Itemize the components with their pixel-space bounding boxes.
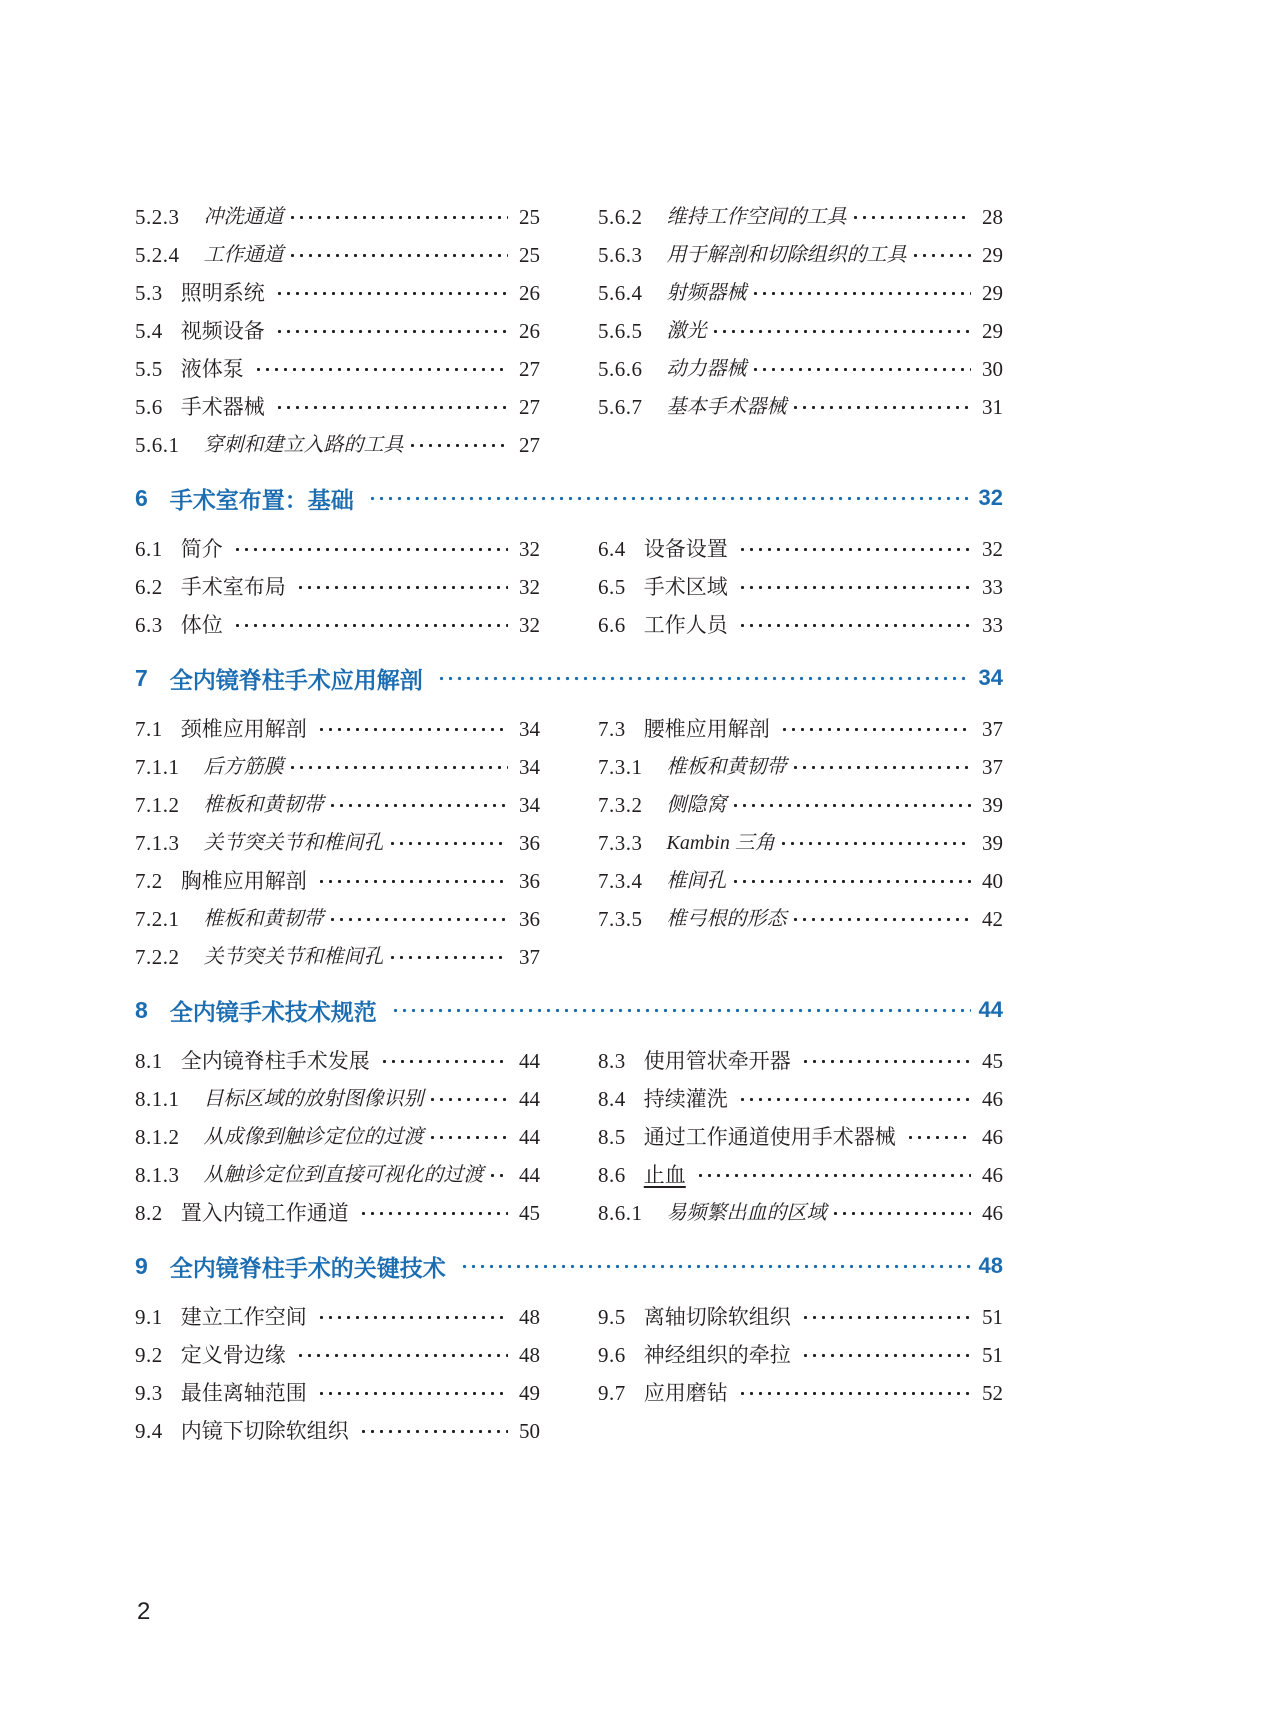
entry-page-number: 46 — [982, 1086, 1003, 1111]
dot-leader — [731, 862, 972, 900]
entry-page-number: 32 — [519, 574, 540, 599]
toc-column-right — [598, 1042, 1003, 1232]
entry-number: 5.2.3 — [135, 204, 180, 229]
section-number: 8 — [135, 996, 148, 1023]
entry-page-number: 39 — [982, 830, 1003, 855]
section-page-number: 34 — [978, 665, 1003, 690]
entry-page-number: 33 — [982, 574, 1003, 599]
section-number: 9 — [135, 1252, 148, 1279]
toc-column-right — [598, 530, 1003, 644]
toc-entry — [598, 1118, 1003, 1156]
entry-page-number: 34 — [519, 716, 540, 741]
entry-title: 止血 — [643, 1162, 686, 1187]
entry-title: 侧隐窝 — [666, 794, 727, 816]
toc-entry — [598, 1194, 1003, 1232]
entry-title: 激光 — [666, 320, 707, 342]
toc-entry — [135, 1374, 540, 1412]
entry-page-number: 31 — [982, 394, 1003, 419]
entry-number: 8.6 — [598, 1162, 626, 1187]
entry-page-number: 52 — [982, 1380, 1003, 1405]
toc-entry — [598, 862, 1003, 900]
entry-number: 8.1 — [135, 1048, 163, 1073]
entry-title: 椎弓根的形态 — [666, 908, 787, 930]
entry-page-number: 51 — [982, 1342, 1003, 1367]
entry-title: 最佳离轴范围 — [180, 1380, 307, 1405]
entry-page-number: 40 — [982, 868, 1003, 893]
entry-number: 8.1.1 — [135, 1086, 180, 1111]
section-page-number: 32 — [978, 485, 1003, 510]
entry-title: 胸椎应用解剖 — [180, 868, 307, 893]
toc-column-left — [135, 710, 540, 976]
toc-entry — [135, 1336, 540, 1374]
entry-page-number: 46 — [982, 1200, 1003, 1225]
section-heading — [135, 990, 1003, 1030]
toc-entry — [135, 1118, 540, 1156]
entry-page-number: 33 — [982, 612, 1003, 637]
entry-title: 全内镜脊柱手术发展 — [180, 1048, 370, 1073]
entry-page-number: 29 — [982, 242, 1003, 267]
entry-number: 9.2 — [135, 1342, 163, 1367]
entry-title: 目标区域的放射图像识别 — [203, 1088, 424, 1110]
toc-entry — [598, 312, 1003, 350]
entry-number: 7.1.3 — [135, 830, 180, 855]
entry-number: 8.5 — [598, 1124, 626, 1149]
toc-column-right — [598, 1298, 1003, 1412]
dot-leader — [233, 606, 508, 644]
entry-number: 5.5 — [135, 356, 163, 381]
entry-number: 5.6.1 — [135, 432, 180, 457]
entry-page-number: 45 — [519, 1200, 540, 1225]
entry-page-number: 32 — [519, 536, 540, 561]
toc-entry — [598, 1336, 1003, 1374]
entry-title: 基本手术器械 — [666, 396, 787, 418]
entry-number: 8.3 — [598, 1048, 626, 1073]
entry-page-number: 34 — [519, 754, 540, 779]
entry-page-number: 32 — [982, 536, 1003, 561]
entry-number: 5.6.2 — [598, 204, 643, 229]
entry-number: 6.6 — [598, 612, 626, 637]
entry-number: 5.6.5 — [598, 318, 643, 343]
entry-page-number: 44 — [519, 1086, 540, 1111]
toc-entry — [598, 710, 1003, 748]
toc-content — [135, 198, 1003, 1450]
toc-entry — [598, 824, 1003, 862]
toc-columns — [135, 1298, 1003, 1450]
toc-entry — [135, 274, 540, 312]
toc-entry — [598, 1080, 1003, 1118]
toc-entry — [135, 530, 540, 568]
toc-entry — [598, 1042, 1003, 1080]
entry-number: 5.6.6 — [598, 356, 643, 381]
entry-title: 液体泵 — [180, 356, 244, 381]
entry-number: 9.3 — [135, 1380, 163, 1405]
entry-number: 7.1 — [135, 716, 163, 741]
section-heading — [135, 658, 1003, 698]
entry-number: 5.6.3 — [598, 242, 643, 267]
entry-page-number: 37 — [982, 754, 1003, 779]
entry-title: 设备设置 — [643, 536, 728, 561]
toc-entry — [135, 938, 540, 976]
entry-title: 通过工作通道使用手术器械 — [643, 1124, 896, 1149]
entry-number: 7.1.1 — [135, 754, 180, 779]
entry-page-number: 39 — [982, 792, 1003, 817]
section-heading — [135, 1246, 1003, 1286]
toc-entry — [135, 426, 540, 464]
entry-title: 后方筋膜 — [203, 756, 284, 778]
entry-number: 5.6 — [135, 394, 163, 419]
toc-entry — [598, 1298, 1003, 1336]
dot-leader — [254, 350, 508, 388]
toc-column-right — [598, 710, 1003, 938]
entry-number: 9.6 — [598, 1342, 626, 1367]
dot-leader — [328, 900, 509, 938]
dot-leader — [738, 530, 971, 568]
toc-entry — [135, 1080, 540, 1118]
dot-leader — [731, 786, 972, 824]
entry-title: 维持工作空间的工具 — [666, 206, 847, 228]
entry-title: 照明系统 — [180, 280, 265, 305]
dot-leader — [791, 900, 972, 938]
toc-column-left — [135, 530, 540, 644]
dot-leader — [791, 388, 972, 426]
entry-title: 视频设备 — [180, 318, 265, 343]
toc-entry — [598, 1156, 1003, 1194]
entry-number: 9.5 — [598, 1304, 626, 1329]
entry-page-number: 27 — [519, 394, 540, 419]
toc-entry — [598, 350, 1003, 388]
dot-leader — [801, 1042, 971, 1080]
entry-title: 用于解剖和切除组织的工具 — [666, 244, 907, 266]
dot-leader — [791, 748, 972, 786]
dot-leader — [359, 1194, 508, 1232]
dot-leader — [388, 938, 509, 976]
entry-number: 9.1 — [135, 1304, 163, 1329]
entry-title: Kambin 三角 — [666, 832, 775, 854]
toc-entry — [598, 198, 1003, 236]
toc-column-left — [135, 198, 540, 464]
entry-title: 颈椎应用解剖 — [180, 716, 307, 741]
toc-entry — [135, 388, 540, 426]
toc-entry — [135, 786, 540, 824]
dot-leader — [780, 710, 971, 748]
section-page-number: 44 — [978, 997, 1003, 1022]
entry-number: 8.1.3 — [135, 1162, 180, 1187]
entry-number: 7.2.1 — [135, 906, 180, 931]
dot-leader — [801, 1298, 971, 1336]
entry-page-number: 27 — [519, 356, 540, 381]
dot-leader — [288, 198, 509, 236]
entry-page-number: 36 — [519, 906, 540, 931]
entry-title: 手术区域 — [643, 574, 728, 599]
entry-page-number: 36 — [519, 868, 540, 893]
entry-page-number: 44 — [519, 1048, 540, 1073]
entry-title: 椎板和黄韧带 — [666, 756, 787, 778]
entry-page-number: 25 — [519, 204, 540, 229]
toc-entry — [135, 900, 540, 938]
dot-leader — [437, 659, 971, 697]
dot-leader — [801, 1336, 971, 1374]
entry-page-number: 26 — [519, 318, 540, 343]
dot-leader — [288, 236, 509, 274]
section-title: 全内镜手术技术规范 — [169, 998, 377, 1025]
entry-title: 工作通道 — [203, 244, 284, 266]
dot-leader — [751, 350, 972, 388]
entry-number: 8.4 — [598, 1086, 626, 1111]
entry-title: 易频繁出血的区域 — [666, 1202, 827, 1224]
entry-title: 神经组织的牵拉 — [643, 1342, 791, 1367]
dot-leader — [738, 1374, 971, 1412]
dot-leader — [288, 748, 509, 786]
entry-title: 手术室布局 — [180, 574, 286, 599]
entry-page-number: 46 — [982, 1162, 1003, 1187]
entry-page-number: 25 — [519, 242, 540, 267]
entry-number: 6.2 — [135, 574, 163, 599]
toc-columns — [135, 1042, 1003, 1232]
entry-title: 射频器械 — [666, 282, 747, 304]
toc-entry — [135, 1194, 540, 1232]
dot-leader — [380, 1042, 508, 1080]
dot-leader — [428, 1080, 509, 1118]
dot-leader — [696, 1156, 971, 1194]
entry-page-number: 37 — [519, 944, 540, 969]
entry-number: 6.4 — [598, 536, 626, 561]
entry-title: 体位 — [180, 612, 223, 637]
toc-entry — [135, 710, 540, 748]
section-number: 7 — [135, 664, 148, 691]
dot-leader — [779, 824, 971, 862]
dot-leader — [275, 274, 508, 312]
entry-title: 应用磨钻 — [643, 1380, 728, 1405]
entry-page-number: 37 — [982, 716, 1003, 741]
toc-entry — [598, 900, 1003, 938]
entry-number: 7.3.3 — [598, 830, 643, 855]
dot-leader — [460, 1247, 971, 1285]
entry-page-number: 46 — [982, 1124, 1003, 1149]
toc-entry — [598, 388, 1003, 426]
dot-leader — [751, 274, 972, 312]
entry-title: 简介 — [180, 536, 223, 561]
entry-number: 5.4 — [135, 318, 163, 343]
entry-title: 置入内镜工作通道 — [180, 1200, 349, 1225]
entry-page-number: 34 — [519, 792, 540, 817]
dot-leader — [359, 1412, 508, 1450]
entry-title: 离轴切除软组织 — [643, 1304, 791, 1329]
entry-title: 建立工作空间 — [180, 1304, 307, 1329]
dot-leader — [851, 198, 972, 236]
toc-entry — [135, 1156, 540, 1194]
toc-entry — [598, 274, 1003, 312]
dot-leader — [275, 312, 508, 350]
entry-page-number: 44 — [519, 1162, 540, 1187]
entry-page-number: 49 — [519, 1380, 540, 1405]
entry-page-number: 45 — [982, 1048, 1003, 1073]
toc-columns — [135, 710, 1003, 976]
entry-page-number: 50 — [519, 1418, 540, 1443]
entry-number: 7.3 — [598, 716, 626, 741]
entry-number: 5.3 — [135, 280, 163, 305]
dot-leader — [428, 1118, 509, 1156]
entry-title: 使用管状牵开器 — [643, 1048, 791, 1073]
entry-page-number: 26 — [519, 280, 540, 305]
toc-column-left — [135, 1042, 540, 1232]
entry-title: 椎间孔 — [666, 870, 727, 892]
toc-column-right — [598, 198, 1003, 426]
toc-entry — [598, 786, 1003, 824]
toc-entry — [135, 568, 540, 606]
toc-entry — [598, 748, 1003, 786]
toc-entry — [598, 606, 1003, 644]
entry-page-number: 27 — [519, 432, 540, 457]
entry-page-number: 48 — [519, 1304, 540, 1329]
entry-number: 9.7 — [598, 1380, 626, 1405]
dot-leader — [738, 606, 971, 644]
dot-leader — [408, 426, 509, 464]
entry-title: 动力器械 — [666, 358, 747, 380]
dot-leader — [296, 1336, 508, 1374]
dot-leader — [233, 530, 508, 568]
toc-entry — [135, 198, 540, 236]
entry-number: 7.3.4 — [598, 868, 643, 893]
dot-leader — [328, 786, 509, 824]
entry-title: 手术器械 — [180, 394, 265, 419]
toc-entry — [598, 1374, 1003, 1412]
toc-column-left — [135, 1298, 540, 1450]
entry-page-number: 42 — [982, 906, 1003, 931]
entry-title: 持续灌洗 — [643, 1086, 728, 1111]
dot-leader — [391, 991, 971, 1029]
footer-page-number: 2 — [137, 1598, 151, 1625]
toc-columns — [135, 530, 1003, 644]
entry-number: 7.3.5 — [598, 906, 643, 931]
entry-number: 8.1.2 — [135, 1124, 180, 1149]
section-page-number: 48 — [978, 1253, 1003, 1278]
entry-number: 5.2.4 — [135, 242, 180, 267]
entry-title: 椎板和黄韧带 — [203, 908, 324, 930]
toc-entry — [135, 350, 540, 388]
entry-number: 9.4 — [135, 1418, 163, 1443]
entry-page-number: 32 — [519, 612, 540, 637]
dot-leader — [738, 568, 971, 606]
entry-title: 内镜下切除软组织 — [180, 1418, 349, 1443]
section-number: 6 — [135, 484, 148, 511]
toc-entry — [135, 606, 540, 644]
dot-leader — [317, 862, 508, 900]
entry-number: 7.2 — [135, 868, 163, 893]
entry-page-number: 29 — [982, 280, 1003, 305]
toc-entry — [135, 312, 540, 350]
entry-title: 关节突关节和椎间孔 — [203, 946, 384, 968]
dot-leader — [296, 568, 508, 606]
entry-number: 5.6.4 — [598, 280, 643, 305]
entry-number: 7.2.2 — [135, 944, 180, 969]
toc-entry — [598, 530, 1003, 568]
entry-number: 8.6.1 — [598, 1200, 643, 1225]
entry-number: 5.6.7 — [598, 394, 643, 419]
entry-page-number: 29 — [982, 318, 1003, 343]
toc-entry — [135, 1042, 540, 1080]
entry-page-number: 36 — [519, 830, 540, 855]
toc-columns — [135, 198, 1003, 464]
entry-title: 穿刺和建立入路的工具 — [203, 434, 404, 456]
entry-page-number: 44 — [519, 1124, 540, 1149]
toc-entry — [135, 748, 540, 786]
toc-entry — [135, 824, 540, 862]
entry-title: 从成像到触诊定位的过渡 — [203, 1126, 424, 1148]
entry-number: 6.1 — [135, 536, 163, 561]
entry-number: 6.3 — [135, 612, 163, 637]
dot-leader — [317, 710, 508, 748]
entry-number: 8.2 — [135, 1200, 163, 1225]
dot-leader — [368, 479, 971, 517]
dot-leader — [711, 312, 972, 350]
entry-number: 7.3.2 — [598, 792, 643, 817]
dot-leader — [488, 1156, 509, 1194]
dot-leader — [911, 236, 972, 274]
entry-title: 关节突关节和椎间孔 — [203, 832, 384, 854]
section-title: 全内镜脊柱手术应用解剖 — [169, 666, 423, 693]
entry-page-number: 51 — [982, 1304, 1003, 1329]
entry-number: 7.1.2 — [135, 792, 180, 817]
toc-entry — [598, 236, 1003, 274]
entry-page-number: 48 — [519, 1342, 540, 1367]
entry-title: 工作人员 — [643, 612, 728, 637]
dot-leader — [317, 1298, 508, 1336]
entry-title: 冲洗通道 — [203, 206, 284, 228]
toc-entry — [135, 1412, 540, 1450]
dot-leader — [831, 1194, 972, 1232]
toc-entry — [135, 1298, 540, 1336]
entry-page-number: 28 — [982, 204, 1003, 229]
toc-entry — [135, 236, 540, 274]
section-heading — [135, 478, 1003, 518]
entry-number: 7.3.1 — [598, 754, 643, 779]
dot-leader — [738, 1080, 971, 1118]
entry-title: 定义骨边缘 — [180, 1342, 286, 1367]
entry-title: 椎板和黄韧带 — [203, 794, 324, 816]
toc-entry — [135, 862, 540, 900]
toc-entry — [598, 568, 1003, 606]
dot-leader — [317, 1374, 508, 1412]
entry-number: 6.5 — [598, 574, 626, 599]
entry-title: 腰椎应用解剖 — [643, 716, 770, 741]
section-title: 全内镜脊柱手术的关键技术 — [169, 1254, 446, 1281]
entry-page-number: 30 — [982, 356, 1003, 381]
section-title: 手术室布置：基础 — [169, 486, 354, 513]
dot-leader — [906, 1118, 971, 1156]
dot-leader — [388, 824, 509, 862]
dot-leader — [275, 388, 508, 426]
entry-title: 从触诊定位到直接可视化的过渡 — [203, 1164, 484, 1186]
